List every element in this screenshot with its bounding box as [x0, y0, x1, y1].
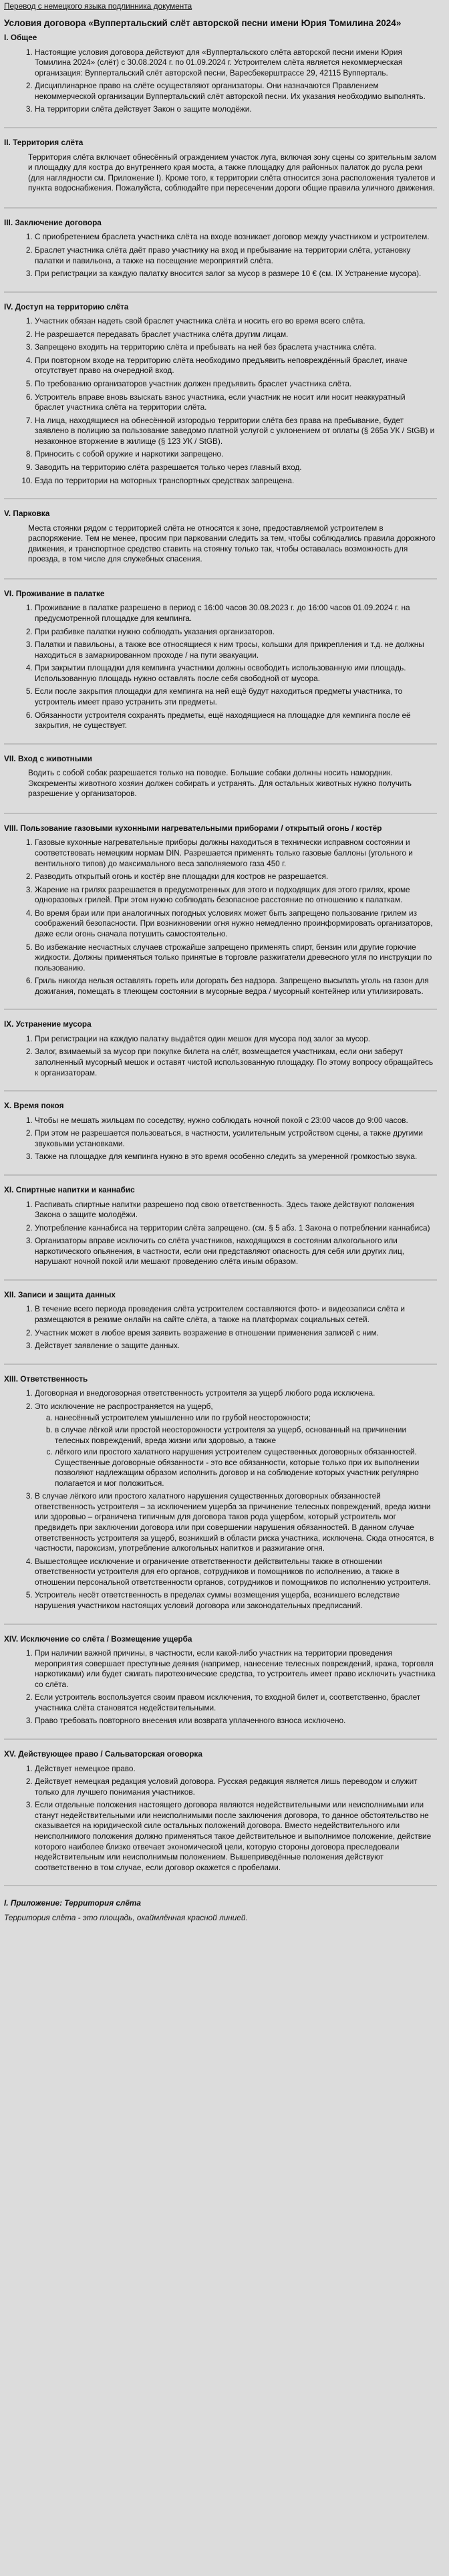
list-item: 1. Настоящие условия договора действуют для «Вуппертальского слёта авторской песни имени Юрия Томилина 2024» (слёт) с 30.08.2024 г. по 01.09.2024 г. Устроителем слёта является некоммерческая организация: Вуппертальский слёт авторской песни, Вареcбекерштрассе 29, 42115 Вупперталь. — [35, 47, 437, 79]
section-heading: VIII. Пользование газовыми кухонными нагревательными приборами / открытый огонь / костёр — [4, 823, 382, 833]
appendix-text: Территория слёта - это площадь, окаймлённая красной линией. — [4, 1912, 248, 1922]
list-item: 1. В течение всего периода проведения слёта устроителем составляются фото- и видеозаписи слёта и размещаются в режиме онлайн на сайте слёта, а также на платформах социальных сетей. — [35, 1304, 437, 1325]
list-item — [35, 1402, 437, 1489]
section-parking — [4, 498, 437, 571]
section-animals — [4, 743, 437, 806]
section-heading: XII. Записи и защита данных — [4, 1289, 116, 1299]
section-general — [4, 33, 437, 120]
list-item: 1. Действует немецкое право. — [35, 1764, 437, 1775]
list-item: 5. Во избежание несчастных случаев строжайше запрещено применять спирт, бензин или другие горючие жидкости. Должны применяться только принятые в торговле разжигатели древесного угля по инструкции по пользованию. — [35, 942, 437, 974]
section-applicable-law — [4, 1738, 437, 1878]
list-item: 2. Разводить открытый огонь и костёр вне площадки для костров не разрешается. — [35, 872, 437, 882]
list-item: 3. Жарение на грилях разрешается в предусмотренных для этого и подходящих для этого грилях, кроме одноразовых грилей. При этом нужно соблюдать безопасное расстояние по отношению к палаткам. — [35, 885, 437, 906]
sub-list-item: c. лёгкого или простого халатного нарушения устроителем существенных договорных обязанностей. Существенные договорные обязанности - это все обязанности, которые только при их выполнении позволяют надлежащим образом исполнить договор и на соблюдение которых участник регулярно полагается и мог положиться. — [55, 1447, 437, 1489]
section-heading: VII. Вход с животными — [4, 753, 92, 763]
list-item: 3. При регистрации за каждую палатку вносится залог за мусор в размере 10 € (см. IX Устранение мусора). — [35, 269, 437, 279]
list-item: 9. Заводить на территорию слёта разрешается только через главный вход. — [35, 463, 437, 473]
list-item: 3. Также на площадке для кемпинга нужно в это время особенно следить за умеренной громкостью звука. — [35, 1152, 437, 1162]
section-gas-fire — [4, 813, 437, 1002]
list-item: 6. Обязанности устроителя сохранять предметы, ещё находящиеся на площадке для кемпинга после её закрытия, не существует. — [35, 711, 437, 731]
section-list — [4, 316, 437, 486]
section-alcohol — [4, 1174, 437, 1273]
list-item: 1. При регистрации на каждую палатку выдаётся один мешок для мусора под залог за мусор. — [35, 1034, 437, 1045]
section-appendix — [4, 1885, 437, 1928]
section-list — [4, 1034, 437, 1078]
list-item: 1. Чтобы не мешать жильцам по соседству, нужно соблюдать ночной покой с 23:00 часов до 9:00 часов. — [35, 1116, 437, 1126]
list-item: 2. Браслет участника слёта даёт право участнику на вход и пребывание на территории слёта, установку палатки и павильона, а также на посещение мероприятий слёта. — [35, 245, 437, 266]
section-paragraph: Территория слёта включает обнесённый ограждением участок луга, включая зону сцены со зрительным залом и площадку для костра до внутреннего края моста, а также площадку для районных палаток до русла реки (для наглядности см. Приложение I). Кроме того, к территории слёта относится зона расположения туалетов и пункта водоснабжения. Пожалуйста, соблюдайте при пересечении дороги общие правила уличного движения. — [28, 152, 437, 193]
section-heading: V. Парковка — [4, 509, 50, 519]
list-item: 3. Организаторы вправе исключить со слёта участников, находящихся в состоянии алкогольного или наркотического опьянения, в частности, если они представляют опасность для себя или других лиц, нарушают ночной покой или мешают проведению слёта иным образом. — [35, 1236, 437, 1267]
list-item-text: Это исключение не распространяется на ущерб, — [35, 1401, 213, 1411]
list-item: 3. Действует заявление о защите данных. — [35, 1341, 437, 1351]
list-item: 4. Во время браи или при аналогичных погодных условиях может быть запрещено пользование грилем из соображений безопасности. При возникновении огня нужно немедленно проинформировать организаторов, даже если огонь сначала потушить самостоятельно. — [35, 908, 437, 940]
section-exclusion — [4, 1624, 437, 1732]
list-item: 3. Право требовать повторного внесения или возврата уплаченного взноса исключено. — [35, 1716, 437, 1726]
sub-list-item: b. в случае лёгкой или простой неосторожности устроителя за ущерб, основанный на причинении телесных повреждений, вреда жизни или здоровью, а также — [55, 1425, 437, 1446]
section-tent — [4, 578, 437, 737]
section-data-protection — [4, 1279, 437, 1357]
section-heading: III. Заключение договора — [4, 217, 102, 227]
section-list — [4, 232, 437, 279]
section-list — [4, 1116, 437, 1162]
list-item: 2. При разбивке палатки нужно соблюдать указания организаторов. — [35, 627, 437, 638]
section-paragraph: Места стоянки рядом с территорией слёта не относятся к зоне, предоставляемой устроителем в распоряжение. Тем не менее, просим при парковании следить за тем, чтобы соблюдались правила дорожного движения, и транспортное средство ставить на стоянку только так, чтобы оставалась возможность для проезда, в том числе для служебных спасения. — [28, 523, 436, 564]
list-item: 4. При закрытии площадки для кемпинга участники должны освободить использованную ими площадь. Использованную площадь нужно оставлять после себя свободной от мусора. — [35, 663, 437, 684]
section-heading: IX. Устранение мусора — [4, 1019, 92, 1029]
section-heading: XV. Действующее право / Сальваторская оговорка — [4, 1749, 202, 1759]
section-quiet-time — [4, 1090, 437, 1168]
section-territory — [4, 127, 437, 201]
list-item: 2. Употребление каннабиса на территории слёта запрещено. (см. § 5 абз. 1 Закона о потреблении каннабиса) — [35, 1223, 437, 1234]
section-heading: IV. Доступ на территорию слёта — [4, 301, 129, 311]
section-list — [4, 1648, 437, 1726]
section-waste — [4, 1009, 437, 1083]
list-item: 1. При наличии важной причины, в частности, если какой-либо участник на территории проведения мероприятия совершает преступные деяния (например, нанесение телесных повреждений, кража, торговля наркотиками) или будет сжигать пиротехнические средства, то устроитель имеет право исключить участника со слёта. — [35, 1648, 437, 1690]
list-item: 5. По требованию организаторов участник должен предъявить браслет участника слёта. — [35, 379, 437, 390]
sub-list-item: a. нанесённый устроителем умышленно или по грубой неосторожности; — [55, 1413, 437, 1424]
translation-note[interactable]: Перевод с немецкого языка подлинника документа — [4, 1, 192, 11]
list-item: 2. Участник может в любое время заявить возражение в отношении применения записей с ним. — [35, 1328, 437, 1339]
list-item: 1. Участник обязан надеть свой браслет участника слёта и носить его во время всего слёта. — [35, 316, 437, 327]
list-item: 5. Устроитель несёт ответственность в пределах суммы возмещения ущерба, возникшего вследствие нарушения участником настоящих условий договора или законодательных предписаний. — [35, 1590, 437, 1611]
list-item: 4. Вышестоящее исключение и ограничение ответственности действительны также в отношении ответственности устроителя для его органов, сотрудников и помощников по исполнению, а также в отношении персональной ответственности органов, сотрудников и помощников по исполнению устроителя. — [35, 1557, 437, 1588]
list-item: 3. Палатки и павильоны, а также все относящиеся к ним тросы, кольшки для прикрепления и т.д. не должны находиться в замаркированном проходе / на пути эвакуации. — [35, 640, 437, 660]
list-item: 2. Действует немецкая редакция условий договора. Русская редакция является лишь переводом и служит только для лучшего понимания участников. — [35, 1777, 437, 1797]
section-list — [4, 1304, 437, 1351]
section-heading: X. Время покоя — [4, 1101, 64, 1111]
section-heading: XIV. Исключение со слёта / Возмещение ущерба — [4, 1634, 192, 1644]
section-list — [4, 838, 437, 997]
list-item: 7. На лица, находящиеся на обнесённой изгородью территории слёта без права на пребывание, будет заявлено в полицию за пользование заведомо платной услугой с уклонением от оплаты (§ 265а УК / StGB) и незаконное вторжение в жилище (§ 123 УК / StGB). — [35, 416, 437, 447]
list-item: 3. Если отдельные положения настоящего договора являются недействительными или неисполнимыми или станут недействительными или неисполнимыми после заключения договора, то данное обстоятельство не сказывается на юридической силе остальных положений договора. Вместо недействительного или неисполнимого положения должно применяться такое действительное и выполнимое положение, действие которого наиболее близко отвечает экономической цели, которую стороны договора преследовали недействительным или неисполнимым положением. Вышеприведённые положения действуют соответственно в том случае, если договор окажется с пробелами. — [35, 1800, 437, 1873]
section-heading: I. Общее — [4, 33, 37, 43]
list-item: 1. Договорная и внедоговорная ответственность устроителя за ущерб любого рода исключена. — [35, 1388, 437, 1399]
list-item: 1. С приобретением браслета участника слёта на входе возникает договор между участником и устроителем. — [35, 232, 437, 243]
list-item: 2. Дисциплинарное право на слёте осуществляют организаторы. Они назначаются Правлением некоммерческой организации Вуппертальский слёт авторской песни. Их указания необходимо выполнять. — [35, 81, 437, 102]
section-list — [4, 1388, 437, 1611]
document-title: Условия договора «Вуппертальский слёт авторской песни имени Юрия Томилина 2024» — [4, 17, 402, 28]
appendix-title: I. Приложение: Территория слёта — [4, 1898, 141, 1908]
list-item: 2. Если устроитель воспользуется своим правом исключения, то входной билет и, соответственно, браслет участника слёта становятся недействительными. — [35, 1692, 437, 1713]
section-list — [4, 603, 437, 731]
section-paragraph: Водить с собой собак разрешается только на поводке. Большие собаки должны носить намордник. Экскременты животного хозяин должен собирать и устранять. Для остальных животных нужно получить разрешение у организаторов. — [28, 768, 412, 799]
section-contract — [4, 207, 437, 285]
list-item: 10. Езда по территории на моторных транспортных средствах запрещена. — [35, 476, 437, 487]
list-item: 2. При этом не разрешается пользоваться, в частности, усилительным устройством сцены, а также другими звуковыми установками. — [35, 1128, 437, 1149]
section-heading: II. Территория слёта — [4, 138, 84, 148]
section-heading: VI. Проживание в палатке — [4, 588, 105, 598]
list-item: 1. Газовые кухонные нагревательные приборы должны находиться в технически исправном состоянии и соответствовать немецким нормам DIN. Разрешается применять только газовые баллоны (угольного и вентильного типов) до максимального веса заполняемого газа 450 г. — [35, 838, 437, 869]
section-access — [4, 291, 437, 491]
list-item: 3. В случае лёгкого или простого халатного нарушения существенных договорных обязанностей ответственность устроителя – за исключением ущерба за причинение телесных повреждений, вреда жизни или здоровью – ограничена типичным для договора таков рода ущербом, который устроитель мог предвидеть при заключении договора или при совершении нарушения обязанностей. В данном случае ответственность устроителя за ущерб, возникший в области риска участника, исключена. Сюда относятся, в частности, пароксизм, употребление алкогольных напитков и разжигание огня. — [35, 1491, 437, 1553]
list-item: 3. На территории слёта действует Закон о защите молодёжи. — [35, 104, 437, 115]
list-item: 2. Залог, взимаемый за мусор при покупке билета на слёт, возмещается участникам, если они заберут заполненный мусорный мешок и оставят чистой использованную площадку. По этому вопросу обращайтесь к организаторам. — [35, 1047, 437, 1078]
list-item: 1. Распивать спиртные напитки разрешено под свою ответственность. Здесь также действуют положения Закона о защите молодёжи. — [35, 1200, 437, 1220]
section-liability — [4, 1364, 437, 1617]
section-list — [4, 1200, 437, 1267]
section-list — [4, 47, 437, 115]
section-heading: XI. Спиртные напитки и каннабис — [4, 1184, 135, 1194]
section-heading: XIII. Ответственность — [4, 1374, 88, 1384]
sub-list — [35, 1413, 437, 1489]
list-item: 2. Не разрешается передавать браслет участника слёта другим лицам. — [35, 330, 437, 340]
list-item: 1. Проживание в палатке разрешено в период с 16:00 часов 30.08.2023 г. до 16:00 часов 01.09.2024 г. на предусмотренной площадке для кемпинга. — [35, 603, 437, 624]
list-item: 5. Если после закрытия площадки для кемпинга на ней ещё будут находиться предметы участника, то устроитель имеет право устранить эти предметы. — [35, 686, 437, 707]
list-item: 3. Запрещено входить на территорию слёта и пребывать на ней без браслета участника слёта. — [35, 342, 437, 353]
section-list — [4, 1764, 437, 1874]
list-item: 6. Устроитель вправе вновь взыскать взнос участника, если участник не носит или носит неаккуратный браслет участника слёта на территории слёта. — [35, 392, 437, 413]
list-item: 6. Гриль никогда нельзя оставлять гореть или догорать без надзора. Запрещено высыпать уголь на газон для дожигания, помещать в тлеющем состоянии в мусорные ведра / мусорный контейнер или утилизировать. — [35, 976, 437, 997]
list-item: 8. Приносить с собой оружие и наркотики запрещено. — [35, 449, 437, 460]
list-item: 4. При повторном входе на территорию слёта необходимо предъявить неповреждённый браслет, иначе отсутствует право на очередной вход. — [35, 356, 437, 376]
